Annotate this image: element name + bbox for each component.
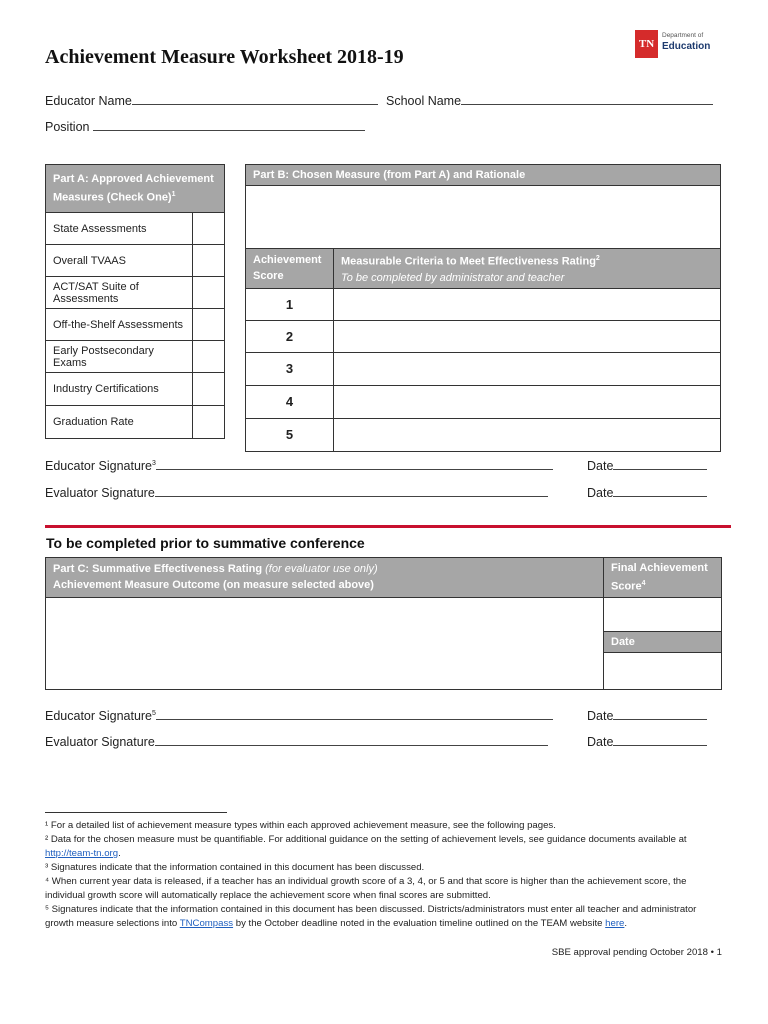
- evaluator-date-bottom[interactable]: Date: [587, 734, 707, 749]
- footnote-1: ¹ For a detailed list of achievement measure types within each approved achievement measure, see the following pages.: [45, 820, 556, 831]
- score-cell: 5: [246, 418, 334, 451]
- signature-line[interactable]: [155, 734, 548, 746]
- section-divider: [45, 525, 731, 528]
- measure-label: Overall TVAAS: [46, 245, 193, 277]
- page-title: Achievement Measure Worksheet 2018-19: [45, 46, 404, 68]
- score-cell: 1: [246, 288, 334, 320]
- footnote-3: ³ Signatures indicate that the information contained in this document has been discussed.: [45, 862, 425, 873]
- date-line[interactable]: [613, 485, 707, 497]
- checkbox-cell[interactable]: [193, 277, 225, 309]
- checkbox-cell[interactable]: [193, 213, 225, 245]
- measure-label: Graduation Rate: [46, 406, 193, 439]
- measure-label: State Assessments: [46, 213, 193, 245]
- measure-label: Industry Certifications: [46, 373, 193, 406]
- part-c-header: Part C: Summative Effectiveness Rating (for evaluator use only) Achievement Measure Outcome (on measure selected above): [46, 558, 604, 598]
- score-cell: 3: [246, 352, 334, 385]
- footnote-2: ² Data for the chosen measure must be quantifiable. For additional guidance on the setting of achievement levels, see guidance documents available at http://team-tn.org.: [45, 834, 687, 859]
- logo-dept-text: Department of: [662, 32, 704, 39]
- tn-logo-box: TN: [635, 30, 658, 58]
- section-title: To be completed prior to summative conference: [46, 535, 365, 551]
- team-tn-link[interactable]: http://team-tn.org: [45, 848, 119, 859]
- educator-date-top[interactable]: Date: [587, 458, 707, 473]
- educator-signature-bottom[interactable]: Educator Signature$^5$: [45, 708, 553, 723]
- checkbox-cell[interactable]: [193, 406, 225, 439]
- part-c-table: [45, 557, 722, 690]
- position-line[interactable]: [93, 119, 365, 131]
- evaluator-signature-bottom[interactable]: Evaluator Signature: [45, 734, 548, 749]
- final-score-header: Final Achievement Score$^4$: [604, 558, 722, 598]
- part-b-header: Part B: Chosen Measure (from Part A) and Rationale: [246, 165, 721, 186]
- achievement-score-header: Achievement Score: [246, 249, 334, 289]
- checkbox-cell[interactable]: [193, 373, 225, 406]
- date-line[interactable]: [613, 734, 707, 746]
- criteria-cell[interactable]: [334, 320, 721, 352]
- footnote-separator: [45, 812, 227, 813]
- criteria-cell[interactable]: [334, 385, 721, 418]
- part-a-table: [45, 164, 225, 439]
- measure-label: Early Postsecondary Exams: [46, 341, 193, 373]
- signature-line[interactable]: [156, 708, 553, 720]
- checkbox-cell[interactable]: [193, 341, 225, 373]
- logo-edu-text: Education: [662, 41, 711, 52]
- final-date-cell[interactable]: [604, 652, 722, 689]
- date-line[interactable]: [613, 458, 707, 470]
- measure-label: ACT/SAT Suite of Assessments: [46, 277, 193, 309]
- checkbox-cell[interactable]: [193, 245, 225, 277]
- educator-signature-top[interactable]: Educator Signature$^3$: [45, 458, 553, 473]
- position-field[interactable]: [45, 119, 365, 134]
- criteria-cell[interactable]: [334, 352, 721, 385]
- part-a-header: Part A: Approved Achievement Measures (Check One)$^1$: [46, 165, 225, 213]
- signature-line[interactable]: [156, 458, 553, 470]
- criteria-header: Measurable Criteria to Meet Effectiveness Rating$^2$ To be completed by administrator and teacher: [334, 249, 721, 289]
- educator-date-bottom[interactable]: Date: [587, 708, 707, 723]
- position-label: Position: [45, 120, 90, 134]
- evaluator-signature-top[interactable]: Evaluator Signature: [45, 485, 548, 500]
- school-name-line[interactable]: [461, 93, 713, 105]
- criteria-cell[interactable]: [334, 288, 721, 320]
- final-score-cell[interactable]: [604, 597, 722, 631]
- part-b-table: [245, 164, 721, 452]
- measure-label: Off-the-Shelf Assessments: [46, 309, 193, 341]
- checkbox-cell[interactable]: [193, 309, 225, 341]
- tncompass-link[interactable]: TNCompass: [179, 918, 234, 929]
- school-name-field[interactable]: [386, 93, 713, 108]
- criteria-subheader: To be completed by administrator and teacher: [341, 271, 565, 284]
- rationale-cell[interactable]: [246, 186, 721, 249]
- date-line[interactable]: [613, 708, 707, 720]
- footnote-4: ⁴ When current year data is released, if a teacher has an individual growth score of a 3, 4, or 5 and that score is higher than the achievement score, the individual growth score will automatically replace the achievement score when final scores are submitted.: [45, 876, 687, 901]
- criteria-cell[interactable]: [334, 418, 721, 451]
- educator-name-line[interactable]: [132, 93, 378, 105]
- evaluator-date-top[interactable]: Date: [587, 485, 707, 500]
- page-footer: SBE approval pending October 2018 • 1: [551, 947, 722, 958]
- score-cell: 2: [246, 320, 334, 352]
- school-name-label: School Name: [386, 94, 462, 108]
- educator-name-field[interactable]: [45, 93, 378, 108]
- footnote-5: ⁵ Signatures indicate that the information contained in this document has been discussed. Districts/administrators must enter all teacher and administrator growth measure selections into TNCompass by the October deadline noted in the evaluation timeline outlined on the TEAM website here.: [45, 904, 697, 929]
- educator-name-label: Educator Name: [45, 94, 132, 108]
- signature-line[interactable]: [155, 485, 548, 497]
- outcome-cell[interactable]: [46, 597, 604, 689]
- tn-education-logo: [635, 30, 711, 60]
- here-link[interactable]: here: [605, 918, 625, 929]
- score-cell: 4: [246, 385, 334, 418]
- final-date-header: Date: [604, 631, 722, 652]
